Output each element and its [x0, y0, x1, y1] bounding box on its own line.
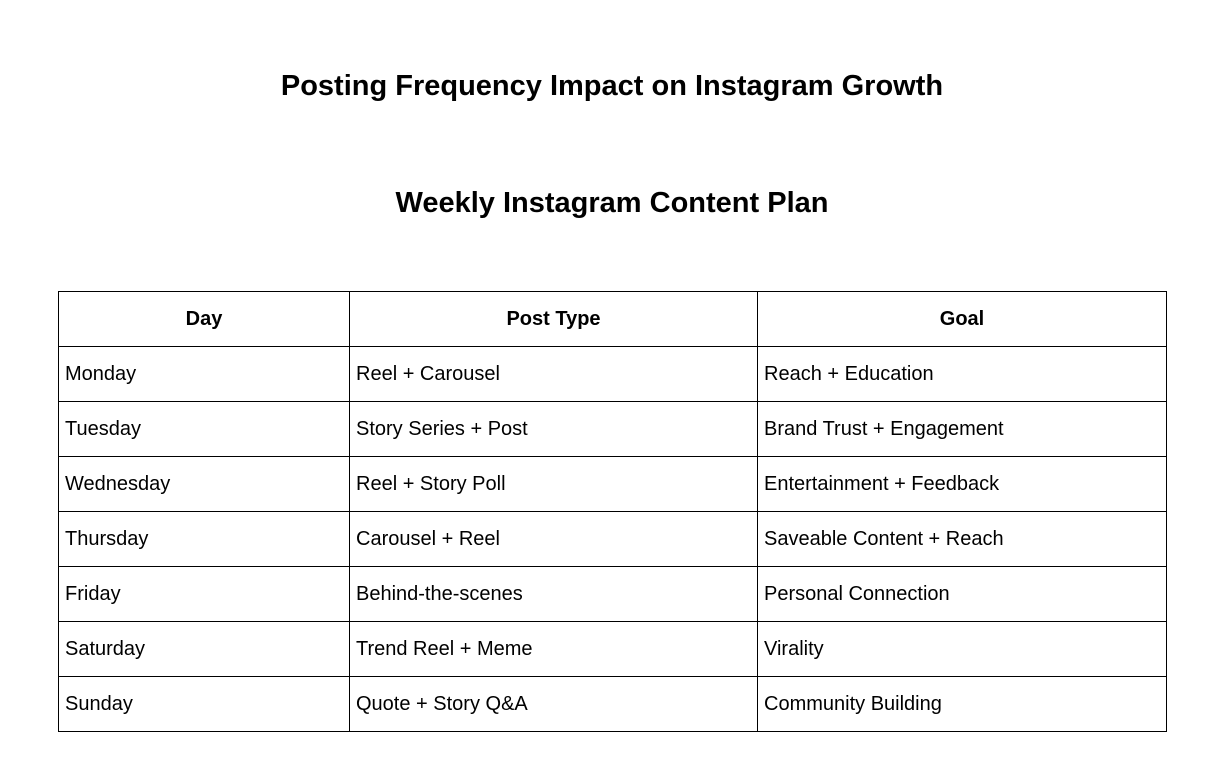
table-row — [59, 347, 1167, 402]
day-cell: Friday — [59, 567, 350, 622]
content-plan-table — [58, 291, 1167, 732]
goal-cell: Brand Trust + Engagement — [758, 402, 1167, 457]
column-header-day: Day — [59, 292, 350, 347]
column-header-post-type: Post Type — [350, 292, 758, 347]
day-cell: Tuesday — [59, 402, 350, 457]
goal-cell: Community Building — [758, 677, 1167, 732]
goal-cell: Personal Connection — [758, 567, 1167, 622]
goal-cell: Reach + Education — [758, 347, 1167, 402]
post-type-cell: Reel + Story Poll — [350, 457, 758, 512]
post-type-cell: Behind-the-scenes — [350, 567, 758, 622]
table-row — [59, 512, 1167, 567]
post-type-cell: Trend Reel + Meme — [350, 622, 758, 677]
post-type-cell: Quote + Story Q&A — [350, 677, 758, 732]
column-header-goal: Goal — [758, 292, 1167, 347]
table-row — [59, 457, 1167, 512]
table-row — [59, 677, 1167, 732]
day-cell: Sunday — [59, 677, 350, 732]
table-title: Weekly Instagram Content Plan — [395, 187, 829, 219]
day-cell: Wednesday — [59, 457, 350, 512]
table-row — [59, 622, 1167, 677]
table-row — [59, 402, 1167, 457]
goal-cell: Virality — [758, 622, 1167, 677]
table-header-row — [59, 292, 1167, 347]
goal-cell: Saveable Content + Reach — [758, 512, 1167, 567]
post-type-cell: Story Series + Post — [350, 402, 758, 457]
goal-cell: Entertainment + Feedback — [758, 457, 1167, 512]
post-type-cell: Carousel + Reel — [350, 512, 758, 567]
table-row — [59, 567, 1167, 622]
post-type-cell: Reel + Carousel — [350, 347, 758, 402]
day-cell: Saturday — [59, 622, 350, 677]
page-title: Posting Frequency Impact on Instagram Growth — [280, 70, 944, 102]
day-cell: Thursday — [59, 512, 350, 567]
day-cell: Monday — [59, 347, 350, 402]
